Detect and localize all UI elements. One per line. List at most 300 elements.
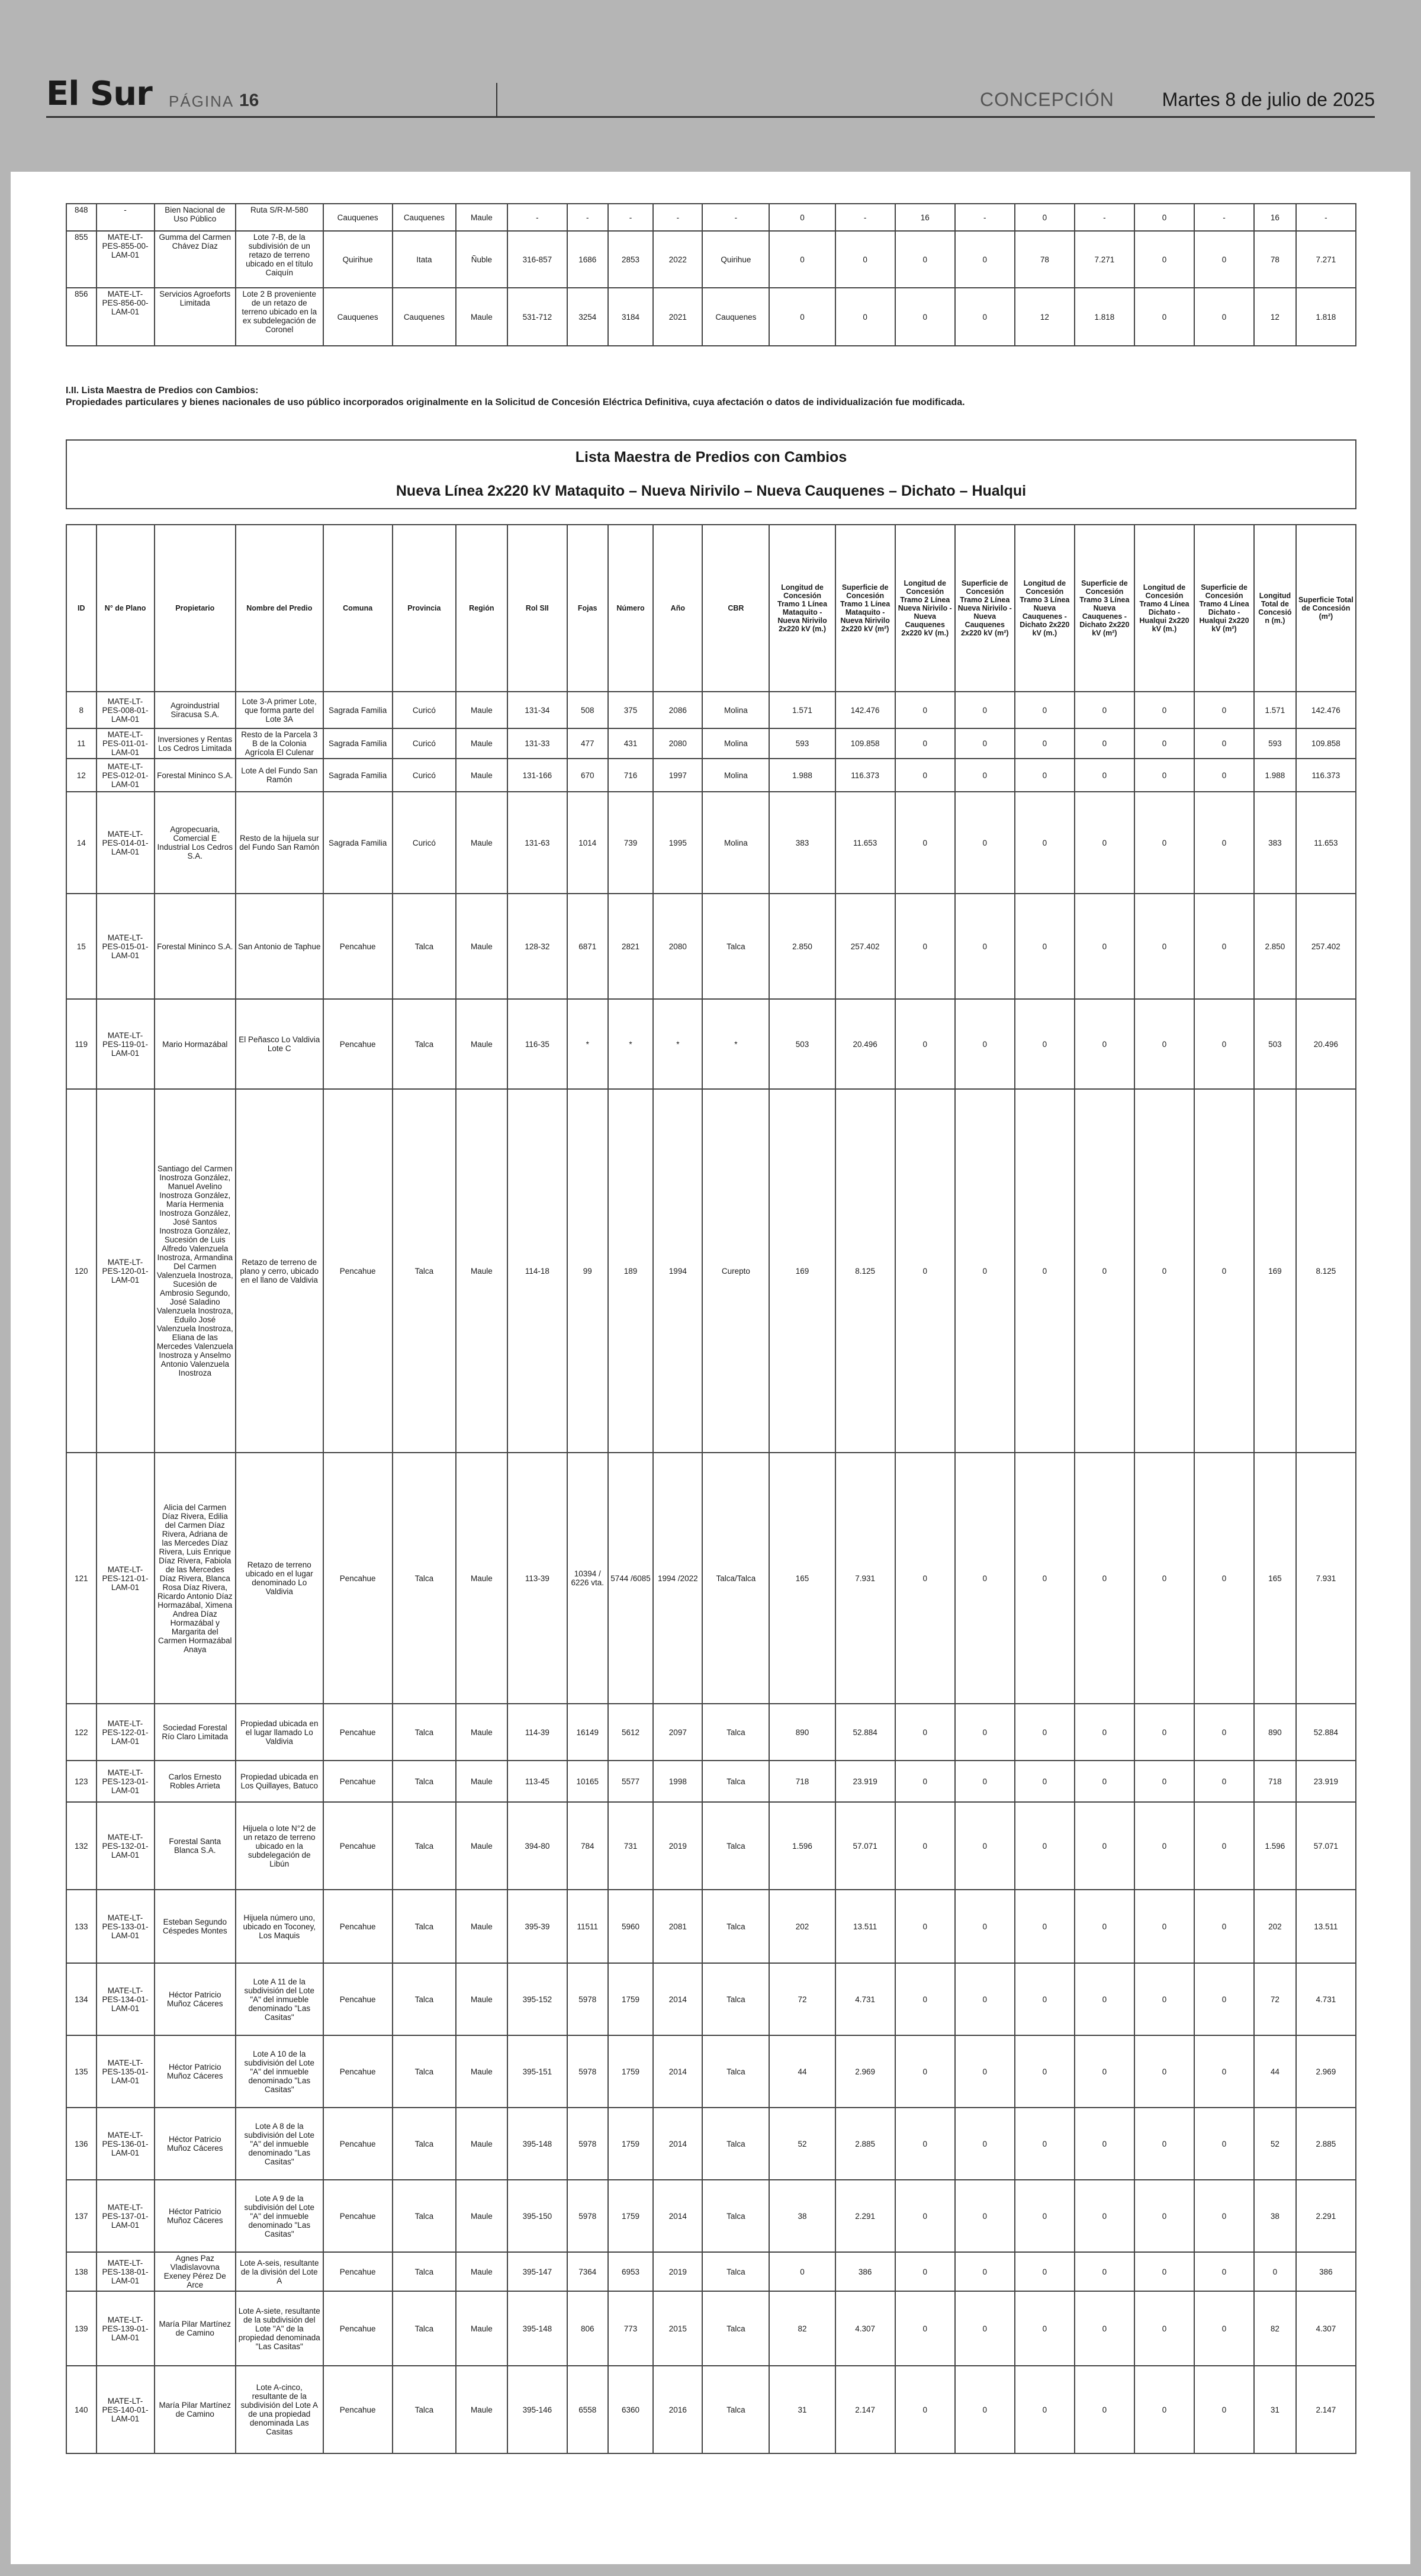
cell-sup-t4: 0 xyxy=(1194,1963,1254,2035)
cell-id: 135 xyxy=(66,2035,97,2108)
cell-fojas: 11511 xyxy=(567,1890,608,1963)
table-row xyxy=(66,1963,1356,2035)
cell-numero: 1759 xyxy=(608,2035,654,2108)
cell-id: 123 xyxy=(66,1761,97,1802)
header-propietario: Propietario xyxy=(155,525,236,692)
cell-predio: San Antonio de Taphue xyxy=(236,894,323,999)
cell-comuna: Pencahue xyxy=(323,894,393,999)
cell-sup-t2: 0 xyxy=(955,2108,1015,2180)
cell-region: Maule xyxy=(456,2366,507,2453)
cell-plano: MATE-LT-PES-140-01-LAM-01 xyxy=(97,2366,155,2453)
cell-id: 133 xyxy=(66,1890,97,1963)
cell-long-total: 169 xyxy=(1254,1089,1296,1453)
cell-sup-total: 11.653 xyxy=(1296,792,1356,894)
cell-propietario: María Pilar Martínez de Camino xyxy=(155,2366,236,2453)
section-note xyxy=(66,385,1368,409)
cell-sup-t3: 0 xyxy=(1075,2108,1134,2180)
cell-long-t1: 31 xyxy=(769,2366,835,2453)
cell-sup-total: - xyxy=(1296,204,1356,231)
cell-sup-t2: 0 xyxy=(955,728,1015,759)
cell-anio: 1997 xyxy=(653,759,702,792)
cell-region: Maule xyxy=(456,2180,507,2252)
cell-comuna: Pencahue xyxy=(323,1890,393,1963)
cell-sup-total: 2.969 xyxy=(1296,2035,1356,2108)
cell-long-t3: 78 xyxy=(1015,231,1075,288)
cell-long-t4: 0 xyxy=(1134,999,1194,1089)
cell-propietario: Héctor Patricio Muñoz Cáceres xyxy=(155,2180,236,2252)
cell-long-t4: 0 xyxy=(1134,1089,1194,1453)
cell-long-t3: 0 xyxy=(1015,2035,1075,2108)
cell-long-t4: 0 xyxy=(1134,692,1194,728)
header-long-t2: Longitud de Concesión Tramo 2 Línea Nueva Nirivilo - Nueva Cauquenes 2x220 kV (m.) xyxy=(895,525,955,692)
cell-region: Maule xyxy=(456,204,507,231)
cell-provincia: Talca xyxy=(393,2366,456,2453)
cell-long-t1: 82 xyxy=(769,2291,835,2366)
newspaper-logo: El Sur xyxy=(46,75,152,113)
cell-sup-t2: 0 xyxy=(955,692,1015,728)
cell-long-t3: 0 xyxy=(1015,1761,1075,1802)
cell-long-t3: 0 xyxy=(1015,999,1075,1089)
cell-comuna: Quirihue xyxy=(323,231,393,288)
cell-sup-t4: 0 xyxy=(1194,1802,1254,1890)
cell-sup-t2: 0 xyxy=(955,1963,1015,2035)
table-row xyxy=(66,1704,1356,1761)
cell-long-t2: 0 xyxy=(895,2252,955,2291)
cell-anio: 1995 xyxy=(653,792,702,894)
cell-sup-t2: 0 xyxy=(955,894,1015,999)
cell-cbr: Talca xyxy=(702,1704,769,1761)
cell-long-total: 78 xyxy=(1254,231,1296,288)
cell-predio: Lote A-seis, resultante de la división del Lote A xyxy=(236,2252,323,2291)
cell-fojas: 5978 xyxy=(567,2035,608,2108)
cell-long-t3: 0 xyxy=(1015,728,1075,759)
cell-long-t3: 0 xyxy=(1015,2291,1075,2366)
cell-sup-total: 52.884 xyxy=(1296,1704,1356,1761)
cell-cbr: Talca/Talca xyxy=(702,1453,769,1704)
cell-long-t4: 0 xyxy=(1134,1704,1194,1761)
cell-long-t4: 0 xyxy=(1134,759,1194,792)
cell-cbr: Talca xyxy=(702,2366,769,2453)
cell-long-t3: 0 xyxy=(1015,1890,1075,1963)
cell-long-t4: 0 xyxy=(1134,1963,1194,2035)
cell-long-t2: 0 xyxy=(895,759,955,792)
cell-long-t1: 0 xyxy=(769,204,835,231)
table-row xyxy=(66,1802,1356,1890)
cell-rol: 131-166 xyxy=(507,759,567,792)
cell-fojas: 670 xyxy=(567,759,608,792)
cell-fojas: 477 xyxy=(567,728,608,759)
cell-predio: Ruta S/R-M-580 xyxy=(236,204,323,231)
cell-sup-t1: 20.496 xyxy=(835,999,895,1089)
cell-region: Maule xyxy=(456,759,507,792)
header-predio: Nombre del Predio xyxy=(236,525,323,692)
cell-long-t4: 0 xyxy=(1134,728,1194,759)
cell-sup-t3: 0 xyxy=(1075,2180,1134,2252)
table-row xyxy=(66,792,1356,894)
cell-provincia: Talca xyxy=(393,1963,456,2035)
cell-rol: 131-63 xyxy=(507,792,567,894)
cell-sup-t2: 0 xyxy=(955,792,1015,894)
cell-sup-total: 57.071 xyxy=(1296,1802,1356,1890)
cell-sup-t2: 0 xyxy=(955,288,1015,346)
header-long-total: Longitud Total de Concesión (m.) xyxy=(1254,525,1296,692)
cell-rol: 316-857 xyxy=(507,231,567,288)
header-sup-t1: Superficie de Concesión Tramo 1 Línea Mataquito - Nueva Nirivilo 2x220 kV (m²) xyxy=(835,525,895,692)
cell-long-t4: 0 xyxy=(1134,2035,1194,2108)
document-sheet xyxy=(11,172,1410,2564)
cell-anio: 2019 xyxy=(653,1802,702,1890)
cell-sup-t4: 0 xyxy=(1194,2366,1254,2453)
table-row xyxy=(66,1890,1356,1963)
cell-cbr: Molina xyxy=(702,728,769,759)
cell-sup-t1: 0 xyxy=(835,288,895,346)
cell-long-t2: 0 xyxy=(895,2366,955,2453)
cell-sup-t3: 0 xyxy=(1075,1802,1134,1890)
cell-sup-total: 8.125 xyxy=(1296,1089,1356,1453)
cell-sup-t2: 0 xyxy=(955,999,1015,1089)
cell-region: Ñuble xyxy=(456,231,507,288)
cell-propietario: Carlos Ernesto Robles Arrieta xyxy=(155,1761,236,1802)
cell-provincia: Talca xyxy=(393,2035,456,2108)
cell-fojas: - xyxy=(567,204,608,231)
cell-propietario: Esteban Segundo Céspedes Montes xyxy=(155,1890,236,1963)
cell-sup-t2: 0 xyxy=(955,1761,1015,1802)
cell-long-t2: 0 xyxy=(895,231,955,288)
cell-long-t3: 0 xyxy=(1015,2366,1075,2453)
table-row xyxy=(66,692,1356,728)
cell-provincia: Curicó xyxy=(393,728,456,759)
cell-sup-t1: 23.919 xyxy=(835,1761,895,1802)
cell-numero: 431 xyxy=(608,728,654,759)
table-row xyxy=(66,728,1356,759)
cell-sup-total: 13.511 xyxy=(1296,1890,1356,1963)
cell-region: Maule xyxy=(456,1761,507,1802)
cell-fojas: 3254 xyxy=(567,288,608,346)
cell-fojas: 10165 xyxy=(567,1761,608,1802)
cell-sup-t3: 0 xyxy=(1075,2035,1134,2108)
cell-plano: MATE-LT-PES-137-01-LAM-01 xyxy=(97,2180,155,2252)
cell-id: 140 xyxy=(66,2366,97,2453)
cell-region: Maule xyxy=(456,1802,507,1890)
cell-sup-total: 257.402 xyxy=(1296,894,1356,999)
cell-id: 14 xyxy=(66,792,97,894)
cell-sup-t4: 0 xyxy=(1194,2180,1254,2252)
cell-predio: Retazo de terreno de plano y cerro, ubicado en el llano de Valdivia xyxy=(236,1089,323,1453)
cell-rol: 395-148 xyxy=(507,2108,567,2180)
cell-long-t1: 718 xyxy=(769,1761,835,1802)
cell-numero: 3184 xyxy=(608,288,654,346)
cell-comuna: Sagrada Familia xyxy=(323,728,393,759)
cell-cbr: Quirihue xyxy=(702,231,769,288)
cell-long-t2: 0 xyxy=(895,288,955,346)
cell-sup-t1: 57.071 xyxy=(835,1802,895,1890)
cell-comuna: Cauquenes xyxy=(323,204,393,231)
cell-sup-t4: 0 xyxy=(1194,1704,1254,1761)
cell-sup-t1: 2.969 xyxy=(835,2035,895,2108)
cell-rol: 395-146 xyxy=(507,2366,567,2453)
cell-region: Maule xyxy=(456,792,507,894)
cell-propietario: Santiago del Carmen Inostroza González, Manuel Avelino Inostroza González, María Hermenia Inostroza González, José Santos Inostroza González, Sucesión de Luis Alfredo Valenzuela Inostroza, Armandina Del Carmen Valenzuela Inostroza, Sucesión de Ambrosio Segundo, José Saladino Valenzuela Inostroza, Eduilo José Valenzuela Inostroza, Eliana de las Mercedes Valenzuela Inostroza y Anselmo Antonio Valenzuela Inostroza xyxy=(155,1089,236,1453)
cell-long-total: 44 xyxy=(1254,2035,1296,2108)
table-row xyxy=(66,231,1356,288)
cell-long-total: 2.850 xyxy=(1254,894,1296,999)
cell-long-t2: 0 xyxy=(895,1453,955,1704)
cell-anio: 2080 xyxy=(653,894,702,999)
cell-sup-t4: 0 xyxy=(1194,792,1254,894)
cell-propietario: Mario Hormazábal xyxy=(155,999,236,1089)
cell-sup-t4: 0 xyxy=(1194,2252,1254,2291)
cell-sup-t3: 0 xyxy=(1075,692,1134,728)
cell-predio: Lote 3-A primer Lote, que forma parte del Lote 3A xyxy=(236,692,323,728)
cell-id: 121 xyxy=(66,1453,97,1704)
header-sup-t4: Superficie de Concesión Tramo 4 Línea Dichato - Hualqui 2x220 kV (m²) xyxy=(1194,525,1254,692)
cell-rol: 395-39 xyxy=(507,1890,567,1963)
cell-long-t4: 0 xyxy=(1134,231,1194,288)
cell-long-t1: 1.988 xyxy=(769,759,835,792)
cell-long-t4: 0 xyxy=(1134,2291,1194,2366)
cell-anio: 1998 xyxy=(653,1761,702,1802)
cell-provincia: Curicó xyxy=(393,692,456,728)
cell-long-total: 1.571 xyxy=(1254,692,1296,728)
cell-sup-t2: 0 xyxy=(955,1453,1015,1704)
cell-sup-t4: 0 xyxy=(1194,2108,1254,2180)
cell-region: Maule xyxy=(456,1704,507,1761)
cell-cbr: Cauquenes xyxy=(702,288,769,346)
cell-anio: * xyxy=(653,999,702,1089)
cell-long-t1: 890 xyxy=(769,1704,835,1761)
cell-propietario: Héctor Patricio Muñoz Cáceres xyxy=(155,2108,236,2180)
cell-plano: MATE-LT-PES-119-01-LAM-01 xyxy=(97,999,155,1089)
cell-rol: 113-39 xyxy=(507,1453,567,1704)
cell-sup-t4: 0 xyxy=(1194,894,1254,999)
cell-long-t2: 0 xyxy=(895,728,955,759)
cell-sup-t1: 4.307 xyxy=(835,2291,895,2366)
cell-id: 132 xyxy=(66,1802,97,1890)
cell-id: 136 xyxy=(66,2108,97,2180)
cell-sup-total: 20.496 xyxy=(1296,999,1356,1089)
cell-long-t4: 0 xyxy=(1134,2366,1194,2453)
cell-sup-t3: 0 xyxy=(1075,1890,1134,1963)
cell-comuna: Pencahue xyxy=(323,2108,393,2180)
cell-anio: 2081 xyxy=(653,1890,702,1963)
cell-predio: Propiedad ubicada en Los Quillayes, Batuco xyxy=(236,1761,323,1802)
cell-sup-t3: 1.818 xyxy=(1075,288,1134,346)
cell-fojas: 1014 xyxy=(567,792,608,894)
cell-cbr: Molina xyxy=(702,792,769,894)
cell-comuna: Pencahue xyxy=(323,1963,393,2035)
cell-region: Maule xyxy=(456,2291,507,2366)
cell-predio: Retazo de terreno ubicado en el lugar denominado Lo Valdivia xyxy=(236,1453,323,1704)
cell-provincia: Cauquenes xyxy=(393,204,456,231)
cell-rol: 395-150 xyxy=(507,2180,567,2252)
cell-provincia: Cauquenes xyxy=(393,288,456,346)
cell-predio: Hijuela o lote N°2 de un retazo de terreno ubicado en la subdelegación de Libún xyxy=(236,1802,323,1890)
cell-long-t1: 72 xyxy=(769,1963,835,2035)
header-fojas: Fojas xyxy=(567,525,608,692)
cell-provincia: Talca xyxy=(393,2108,456,2180)
cell-long-t4: 0 xyxy=(1134,2180,1194,2252)
cell-long-total: 38 xyxy=(1254,2180,1296,2252)
page-number: 16 xyxy=(239,91,259,110)
cell-propietario: Forestal Mininco S.A. xyxy=(155,759,236,792)
cell-fojas: 806 xyxy=(567,2291,608,2366)
cell-long-t2: 0 xyxy=(895,999,955,1089)
cell-rol: 113-45 xyxy=(507,1761,567,1802)
cell-cbr: Talca xyxy=(702,2108,769,2180)
cell-anio: 2080 xyxy=(653,728,702,759)
cell-long-t2: 0 xyxy=(895,1963,955,2035)
table-header-row xyxy=(66,525,1356,692)
cell-numero: 6360 xyxy=(608,2366,654,2453)
table-row xyxy=(66,759,1356,792)
cell-anio: - xyxy=(653,204,702,231)
master-list-table xyxy=(66,524,1356,2454)
table-title-box xyxy=(66,439,1356,509)
cell-plano: MATE-LT-PES-856-00-LAM-01 xyxy=(97,288,155,346)
cell-sup-total: 109.858 xyxy=(1296,728,1356,759)
header-numero: Número xyxy=(608,525,654,692)
cell-rol: - xyxy=(507,204,567,231)
cell-long-total: 12 xyxy=(1254,288,1296,346)
cell-sup-t2: 0 xyxy=(955,2366,1015,2453)
cell-long-t2: 0 xyxy=(895,894,955,999)
cell-comuna: Pencahue xyxy=(323,1761,393,1802)
table-row xyxy=(66,2366,1356,2453)
cell-rol: 114-39 xyxy=(507,1704,567,1761)
cell-long-t4: 0 xyxy=(1134,894,1194,999)
table-row xyxy=(66,894,1356,999)
cell-comuna: Sagrada Familia xyxy=(323,692,393,728)
cell-cbr: Talca xyxy=(702,1890,769,1963)
cell-cbr: Talca xyxy=(702,1761,769,1802)
cell-cbr: Talca xyxy=(702,1802,769,1890)
cell-numero: 731 xyxy=(608,1802,654,1890)
table-row xyxy=(66,288,1356,346)
cell-numero: 1759 xyxy=(608,1963,654,2035)
cell-long-t2: 0 xyxy=(895,2108,955,2180)
cell-long-t1: 1.596 xyxy=(769,1802,835,1890)
header-divider xyxy=(496,83,497,117)
cell-propietario: Inversiones y Rentas Los Cedros Limitada xyxy=(155,728,236,759)
cell-sup-total: 2.885 xyxy=(1296,2108,1356,2180)
cell-sup-t1: 8.125 xyxy=(835,1089,895,1453)
cell-propietario: Agroindustrial Siracusa S.A. xyxy=(155,692,236,728)
cell-sup-total: 2.291 xyxy=(1296,2180,1356,2252)
cell-sup-t2: 0 xyxy=(955,231,1015,288)
cell-anio: 2086 xyxy=(653,692,702,728)
cell-numero: * xyxy=(608,999,654,1089)
cell-region: Maule xyxy=(456,692,507,728)
cell-predio: Lote A-siete, resultante de la subdivisión del Lote "A" de la propiedad denominada "Las Casitas" xyxy=(236,2291,323,2366)
header-id: ID xyxy=(66,525,97,692)
cell-long-total: 16 xyxy=(1254,204,1296,231)
cell-sup-t1: 4.731 xyxy=(835,1963,895,2035)
cell-provincia: Curicó xyxy=(393,759,456,792)
table-row xyxy=(66,2108,1356,2180)
cell-rol: 394-80 xyxy=(507,1802,567,1890)
cell-long-t3: 12 xyxy=(1015,288,1075,346)
cell-long-total: 718 xyxy=(1254,1761,1296,1802)
cell-plano: MATE-LT-PES-855-00-LAM-01 xyxy=(97,231,155,288)
cell-long-t2: 0 xyxy=(895,2180,955,2252)
cell-anio: 2019 xyxy=(653,2252,702,2291)
cell-provincia: Talca xyxy=(393,2291,456,2366)
cell-propietario: Forestal Santa Blanca S.A. xyxy=(155,1802,236,1890)
table-row xyxy=(66,204,1356,231)
continuation-table xyxy=(66,203,1356,346)
cell-cbr: Talca xyxy=(702,2035,769,2108)
cell-numero: 2821 xyxy=(608,894,654,999)
cell-comuna: Pencahue xyxy=(323,1453,393,1704)
cell-long-t3: 0 xyxy=(1015,1802,1075,1890)
cell-sup-t3: 0 xyxy=(1075,792,1134,894)
cell-provincia: Talca xyxy=(393,999,456,1089)
cell-anio: 2097 xyxy=(653,1704,702,1761)
cell-provincia: Itata xyxy=(393,231,456,288)
cell-predio: El Peñasco Lo Valdivia Lote C xyxy=(236,999,323,1089)
page-label: PÁGINA xyxy=(169,92,234,110)
cell-anio: 2014 xyxy=(653,1963,702,2035)
cell-rol: 395-147 xyxy=(507,2252,567,2291)
header-long-t1: Longitud de Concesión Tramo 1 Línea Mataquito - Nueva Nirivilo 2x220 kV (m.) xyxy=(769,525,835,692)
cell-long-t4: 0 xyxy=(1134,288,1194,346)
table-row xyxy=(66,1453,1356,1704)
cell-sup-total: 7.271 xyxy=(1296,231,1356,288)
cell-id: 12 xyxy=(66,759,97,792)
cell-region: Maule xyxy=(456,1453,507,1704)
cell-sup-t1: 2.885 xyxy=(835,2108,895,2180)
cell-numero: 1759 xyxy=(608,2180,654,2252)
cell-plano: - xyxy=(97,204,155,231)
cell-provincia: Talca xyxy=(393,1890,456,1963)
cell-region: Maule xyxy=(456,894,507,999)
cell-long-t2: 0 xyxy=(895,1890,955,1963)
table-row xyxy=(66,999,1356,1089)
cell-sup-t1: 142.476 xyxy=(835,692,895,728)
cell-long-total: 52 xyxy=(1254,2108,1296,2180)
cell-cbr: Molina xyxy=(702,759,769,792)
cell-propietario: Servicios Agroeforts Limitada xyxy=(155,288,236,346)
cell-anio: 2014 xyxy=(653,2108,702,2180)
cell-long-t4: 0 xyxy=(1134,1802,1194,1890)
cell-sup-t3: 0 xyxy=(1075,2366,1134,2453)
cell-sup-t3: 0 xyxy=(1075,2291,1134,2366)
section-note-title: I.II. Lista Maestra de Predios con Cambios: xyxy=(66,386,259,396)
cell-predio: Lote 7-B, de la subdivisión de un retazo de terreno ubicado en el título Caiquín xyxy=(236,231,323,288)
cell-long-t1: 202 xyxy=(769,1890,835,1963)
cell-cbr: Talca xyxy=(702,1963,769,2035)
cell-id: 119 xyxy=(66,999,97,1089)
cell-plano: MATE-LT-PES-012-01-LAM-01 xyxy=(97,759,155,792)
cell-sup-t3: 0 xyxy=(1075,759,1134,792)
cell-sup-t3: 0 xyxy=(1075,2252,1134,2291)
cell-long-t3: 0 xyxy=(1015,1963,1075,2035)
cell-fojas: 6558 xyxy=(567,2366,608,2453)
cell-sup-t4: 0 xyxy=(1194,692,1254,728)
cell-sup-total: 142.476 xyxy=(1296,692,1356,728)
cell-sup-total: 4.307 xyxy=(1296,2291,1356,2366)
table-row xyxy=(66,1089,1356,1453)
cell-fojas: 6871 xyxy=(567,894,608,999)
cell-region: Maule xyxy=(456,728,507,759)
cell-sup-t2: 0 xyxy=(955,1802,1015,1890)
cell-propietario: Gumma del Carmen Chávez Díaz xyxy=(155,231,236,288)
cell-sup-total: 23.919 xyxy=(1296,1761,1356,1802)
table-row xyxy=(66,2035,1356,2108)
cell-sup-t1: 52.884 xyxy=(835,1704,895,1761)
cell-long-t4: 0 xyxy=(1134,1453,1194,1704)
cell-cbr: Curepto xyxy=(702,1089,769,1453)
